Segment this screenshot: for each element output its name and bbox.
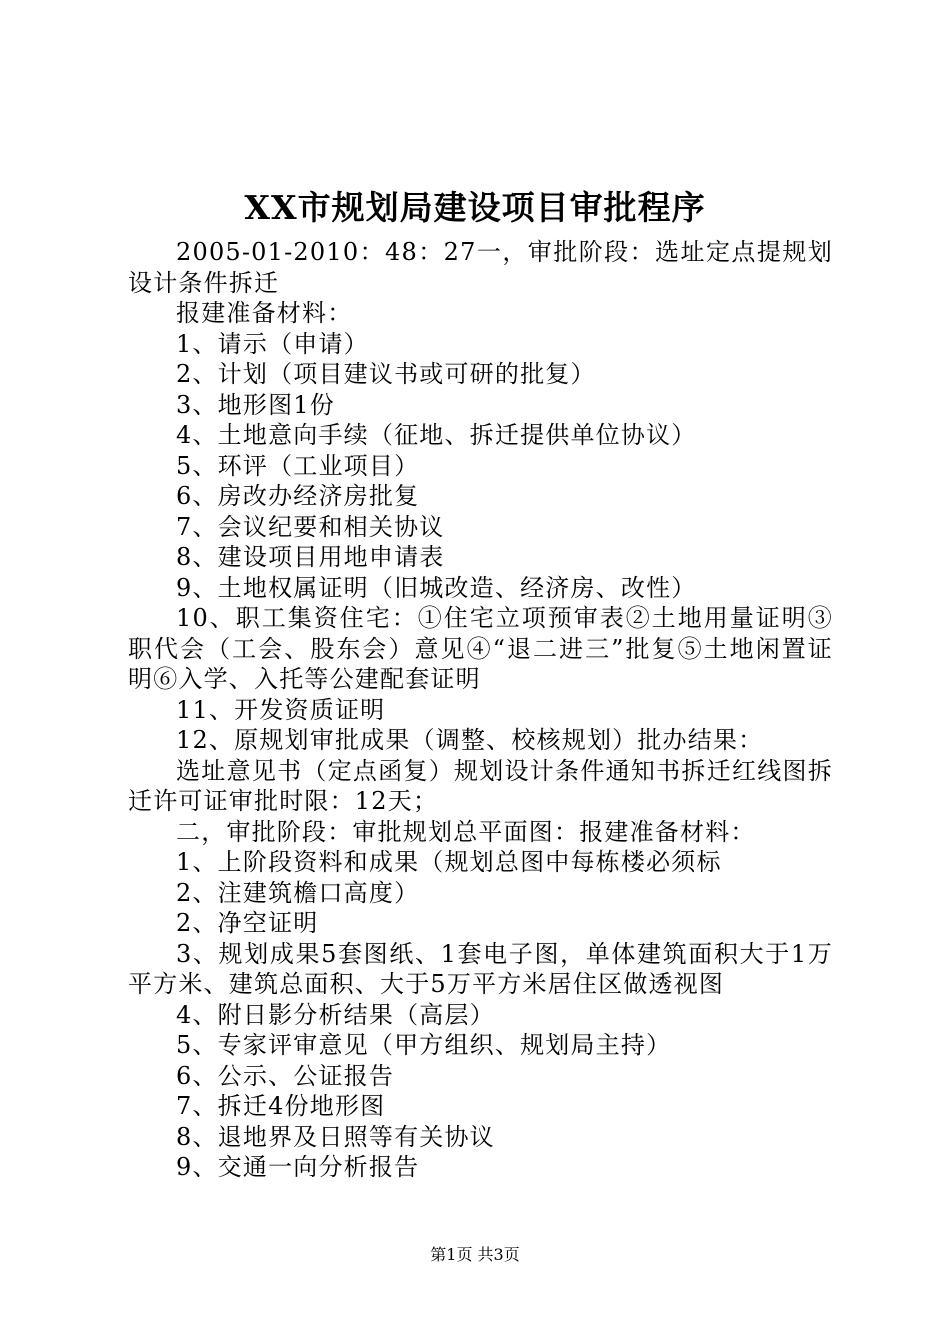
list-item: 6、房改办经济房批复 [176,482,420,510]
list-item: 6、公示、公证报告 [176,1061,395,1090]
paragraph: 报建准备材料： [176,299,353,327]
list-item: 5、专家评审意见（甲方组织、规划局主持） [176,1031,672,1059]
document-title: XX市规划局建设项目审批程序 [244,188,706,227]
list-item: 4、土地意向手续（征地、拆迁提供单位协议） [176,421,697,449]
list-item: 8、建设项目用地申请表 [176,543,445,571]
document-body [128,237,833,1183]
list-item: 2、净空证明 [176,909,319,937]
list-item: 7、拆迁4份地形图 [176,1092,386,1120]
list-item: 12、原规划审批成果（调整、校核规划）批办结果： [176,726,764,754]
list-item: 1、上阶段资料和成果（规划总图中每栋楼必须标 [176,848,722,876]
list-item: 3、地形图1份 [176,390,335,419]
list-item: 1、请示（申请） [176,329,369,358]
paragraph: 二，审批阶段：审批规划总平面图：报建准备材料： [176,817,756,846]
paragraph: 2005-01-2010：48：27一，审批阶段：选址定点提规划设计条件拆迁 [128,238,833,297]
list-item: 10、职工集资住宅：①住宅立项预审表②土地用量证明③职代会（工会、股东会）意见④“退二进三”批复⑤土地闲置证明⑥入学、入托等公建配套证明 [128,604,833,693]
list-item: 9、土地权属证明（旧城改造、经济房、改性） [176,573,697,602]
paragraph: 选址意见书（定点函复）规划设计条件通知书拆迁红线图拆迁许可证审批时限：12天； [128,756,833,815]
list-item: 5、环评（工业项目） [176,451,420,480]
list-item: 2、计划（项目建议书或可研的批复） [176,360,596,388]
list-item: 11、开发资质证明 [176,695,386,724]
list-item: 9、交通一向分析报告 [176,1153,420,1181]
list-item: 2、注建筑檐口高度） [176,878,420,907]
list-item: 4、附日影分析结果（高层） [176,1000,495,1029]
list-item: 8、退地界及日照等有关协议 [176,1122,495,1151]
list-item: 3、规划成果5套图纸、1套电子图，单体建筑面积大于1万平方米、建筑总面积、大于5万平方米居住区做透视图 [128,939,833,998]
page-number-footer: 第1页 共3页 [430,1245,520,1264]
list-item: 7、会议纪要和相关协议 [176,512,445,541]
